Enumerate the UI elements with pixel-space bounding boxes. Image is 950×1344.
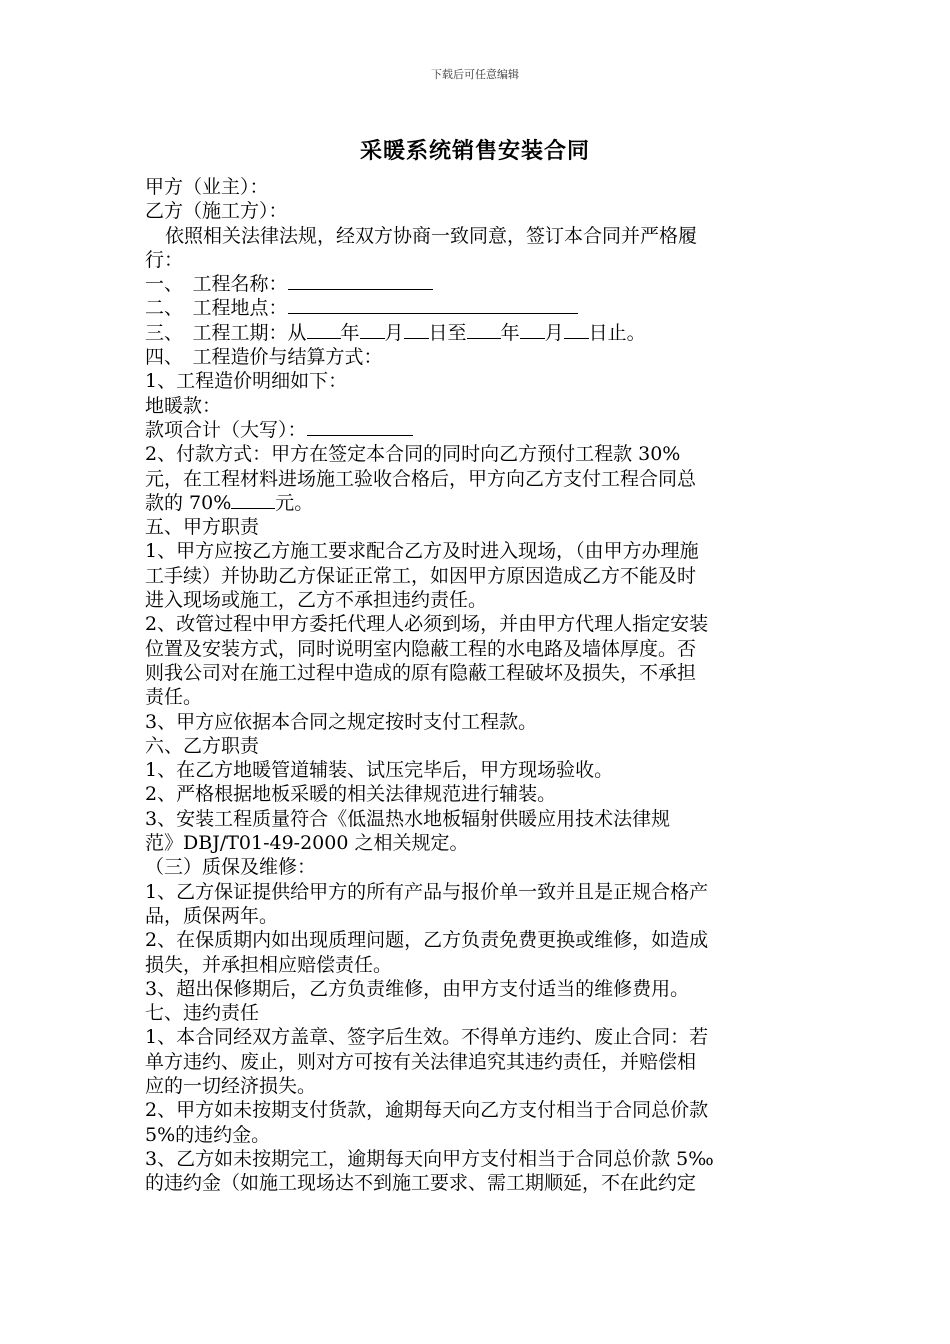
party-b-duty-3-line-1: 3、安装工程质量符合《低温热水地板辐射供暖应用技术法律规 [145,807,671,830]
header-note: 下载后可任意编辑 [431,68,519,81]
total-line [145,418,810,442]
end-month-label: 月 [544,321,564,344]
breach-3-line-1: 3、乙方如未按期完工，逾期每天向甲方支付相当于合同总价款 5‰ [145,1147,714,1170]
party-a-duty-3: 3、甲方应依据本合同之规定按时支付工程款。 [145,710,538,733]
breach-1-line-3: 应的一切经济损失。 [145,1074,317,1097]
warranty-3: 3、超出保修期后，乙方负责维修，由甲方支付适当的维修费用。 [145,977,690,1000]
start-day-label: 日至 [428,321,467,344]
payment-line-2: 元，在工程材料进场施工验收合格后，甲方向乙方支付工程合同总 [145,467,697,490]
payment-yuan-label: 元。 [275,491,314,514]
party-a-duty-1-line-2: 工手续）并协助乙方保证正常工，如因甲方原因造成乙方不能及时 [145,564,697,587]
party-a-duty-2-line-2: 位置及安装方式，同时说明室内隐蔽工程的水电路及墙体厚度。否 [145,637,697,660]
payment-line-3 [145,491,810,515]
party-a-duty-1-line-3: 进入现场或施工，乙方不承担违约责任。 [145,589,488,612]
total-label: 款项合计（大写）： [145,418,307,441]
section-4-heading: 四、 工程造价与结算方式： [145,346,383,369]
end-day-blank[interactable] [564,321,589,339]
intro-line-2: 行： [145,248,184,271]
total-blank[interactable] [307,418,413,436]
start-year-label: 年 [340,321,360,344]
end-month-blank[interactable] [520,321,545,339]
project-location-blank[interactable] [288,296,578,314]
payment-line-1: 2、付款方式：甲方在签定本合同的同时向乙方预付工程款 30% [145,443,681,466]
project-name-line [145,272,810,296]
start-month-label: 月 [384,321,404,344]
start-year-blank[interactable] [307,321,341,339]
party-a-duty-2-line-3: 则我公司对在施工过程中造成的原有隐蔽工程破坏及损失，不承担 [145,661,697,684]
payment-70-blank[interactable] [231,491,275,509]
project-location-label: 二、 工程地点： [145,297,288,320]
warranty-2-line-2: 损失，并承担相应赔偿责任。 [145,953,393,976]
party-b-line: 乙方（施工方）： [145,200,288,223]
contract-body [145,175,810,1195]
end-year-blank[interactable] [467,321,501,339]
party-b-duty-3-line-2: 范》DBJ/T01-49-2000 之相关规定。 [145,832,469,855]
warranty-heading: （三）质保及维修： [145,856,317,879]
intro-line-1: 依照相关法律法规，经双方协商一致同意，签订本合同并严格履 [165,224,698,247]
breach-3-line-2: 的违约金（如施工现场达不到施工要求、需工期顺延，不在此约定 [145,1172,697,1195]
start-month-blank[interactable] [360,321,385,339]
party-a-line: 甲方（业主）： [145,176,269,198]
payment-70-label: 款的 70% [145,491,232,514]
party-b-duty-1: 1、在乙方地暖管道辅装、试压完毕后，甲方现场验收。 [145,759,614,782]
project-location-line [145,296,810,320]
project-period-line [145,321,810,345]
project-name-label: 一、 工程名称： [145,273,288,296]
cost-detail-line: 1、工程造价明细如下： [145,370,348,393]
section-6-heading: 六、乙方职责 [145,734,260,757]
project-period-label: 三、 工程工期：从 [145,321,307,344]
end-day-label: 日止。 [588,321,646,344]
end-year-label: 年 [500,321,520,344]
breach-1-line-2: 单方违约、废止，则对方可按有关法律追究其违约责任，并赔偿相 [145,1050,697,1073]
party-a-duty-2-line-1: 2、改管过程中甲方委托代理人必须到场，并由甲方代理人指定安装 [145,613,709,636]
warranty-1-line-1: 1、乙方保证提供给甲方的所有产品与报价单一致并且是正规合格产 [145,880,709,903]
breach-2-line-2: 5%的违约金。 [145,1123,271,1146]
party-b-duty-2: 2、严格根据地板采暖的相关法律规范进行辅装。 [145,783,557,806]
project-name-blank[interactable] [288,272,433,290]
breach-1-line-1: 1、本合同经双方盖章、签字后生效。不得单方违约、废止合同：若 [145,1026,709,1049]
warranty-1-line-2: 品，质保两年。 [145,904,279,927]
section-5-heading: 五、甲方职责 [145,516,260,539]
contract-title: 采暖系统销售安装合同 [359,138,590,164]
warranty-2-line-1: 2、在保质期内如出现质理问题，乙方负责免费更换或维修，如造成 [145,929,709,952]
party-a-duty-1-line-1: 1、甲方应按乙方施工要求配合乙方及时进入现场，（由甲方办理施 [145,540,699,563]
floor-heating-line: 地暖款： [145,394,222,417]
start-day-blank[interactable] [404,321,429,339]
section-7-heading: 七、违约责任 [145,1002,260,1025]
party-a-duty-2-line-4: 责任。 [145,686,203,709]
breach-2-line-1: 2、甲方如未按期支付货款，逾期每天向乙方支付相当于合同总价款 [145,1099,709,1122]
